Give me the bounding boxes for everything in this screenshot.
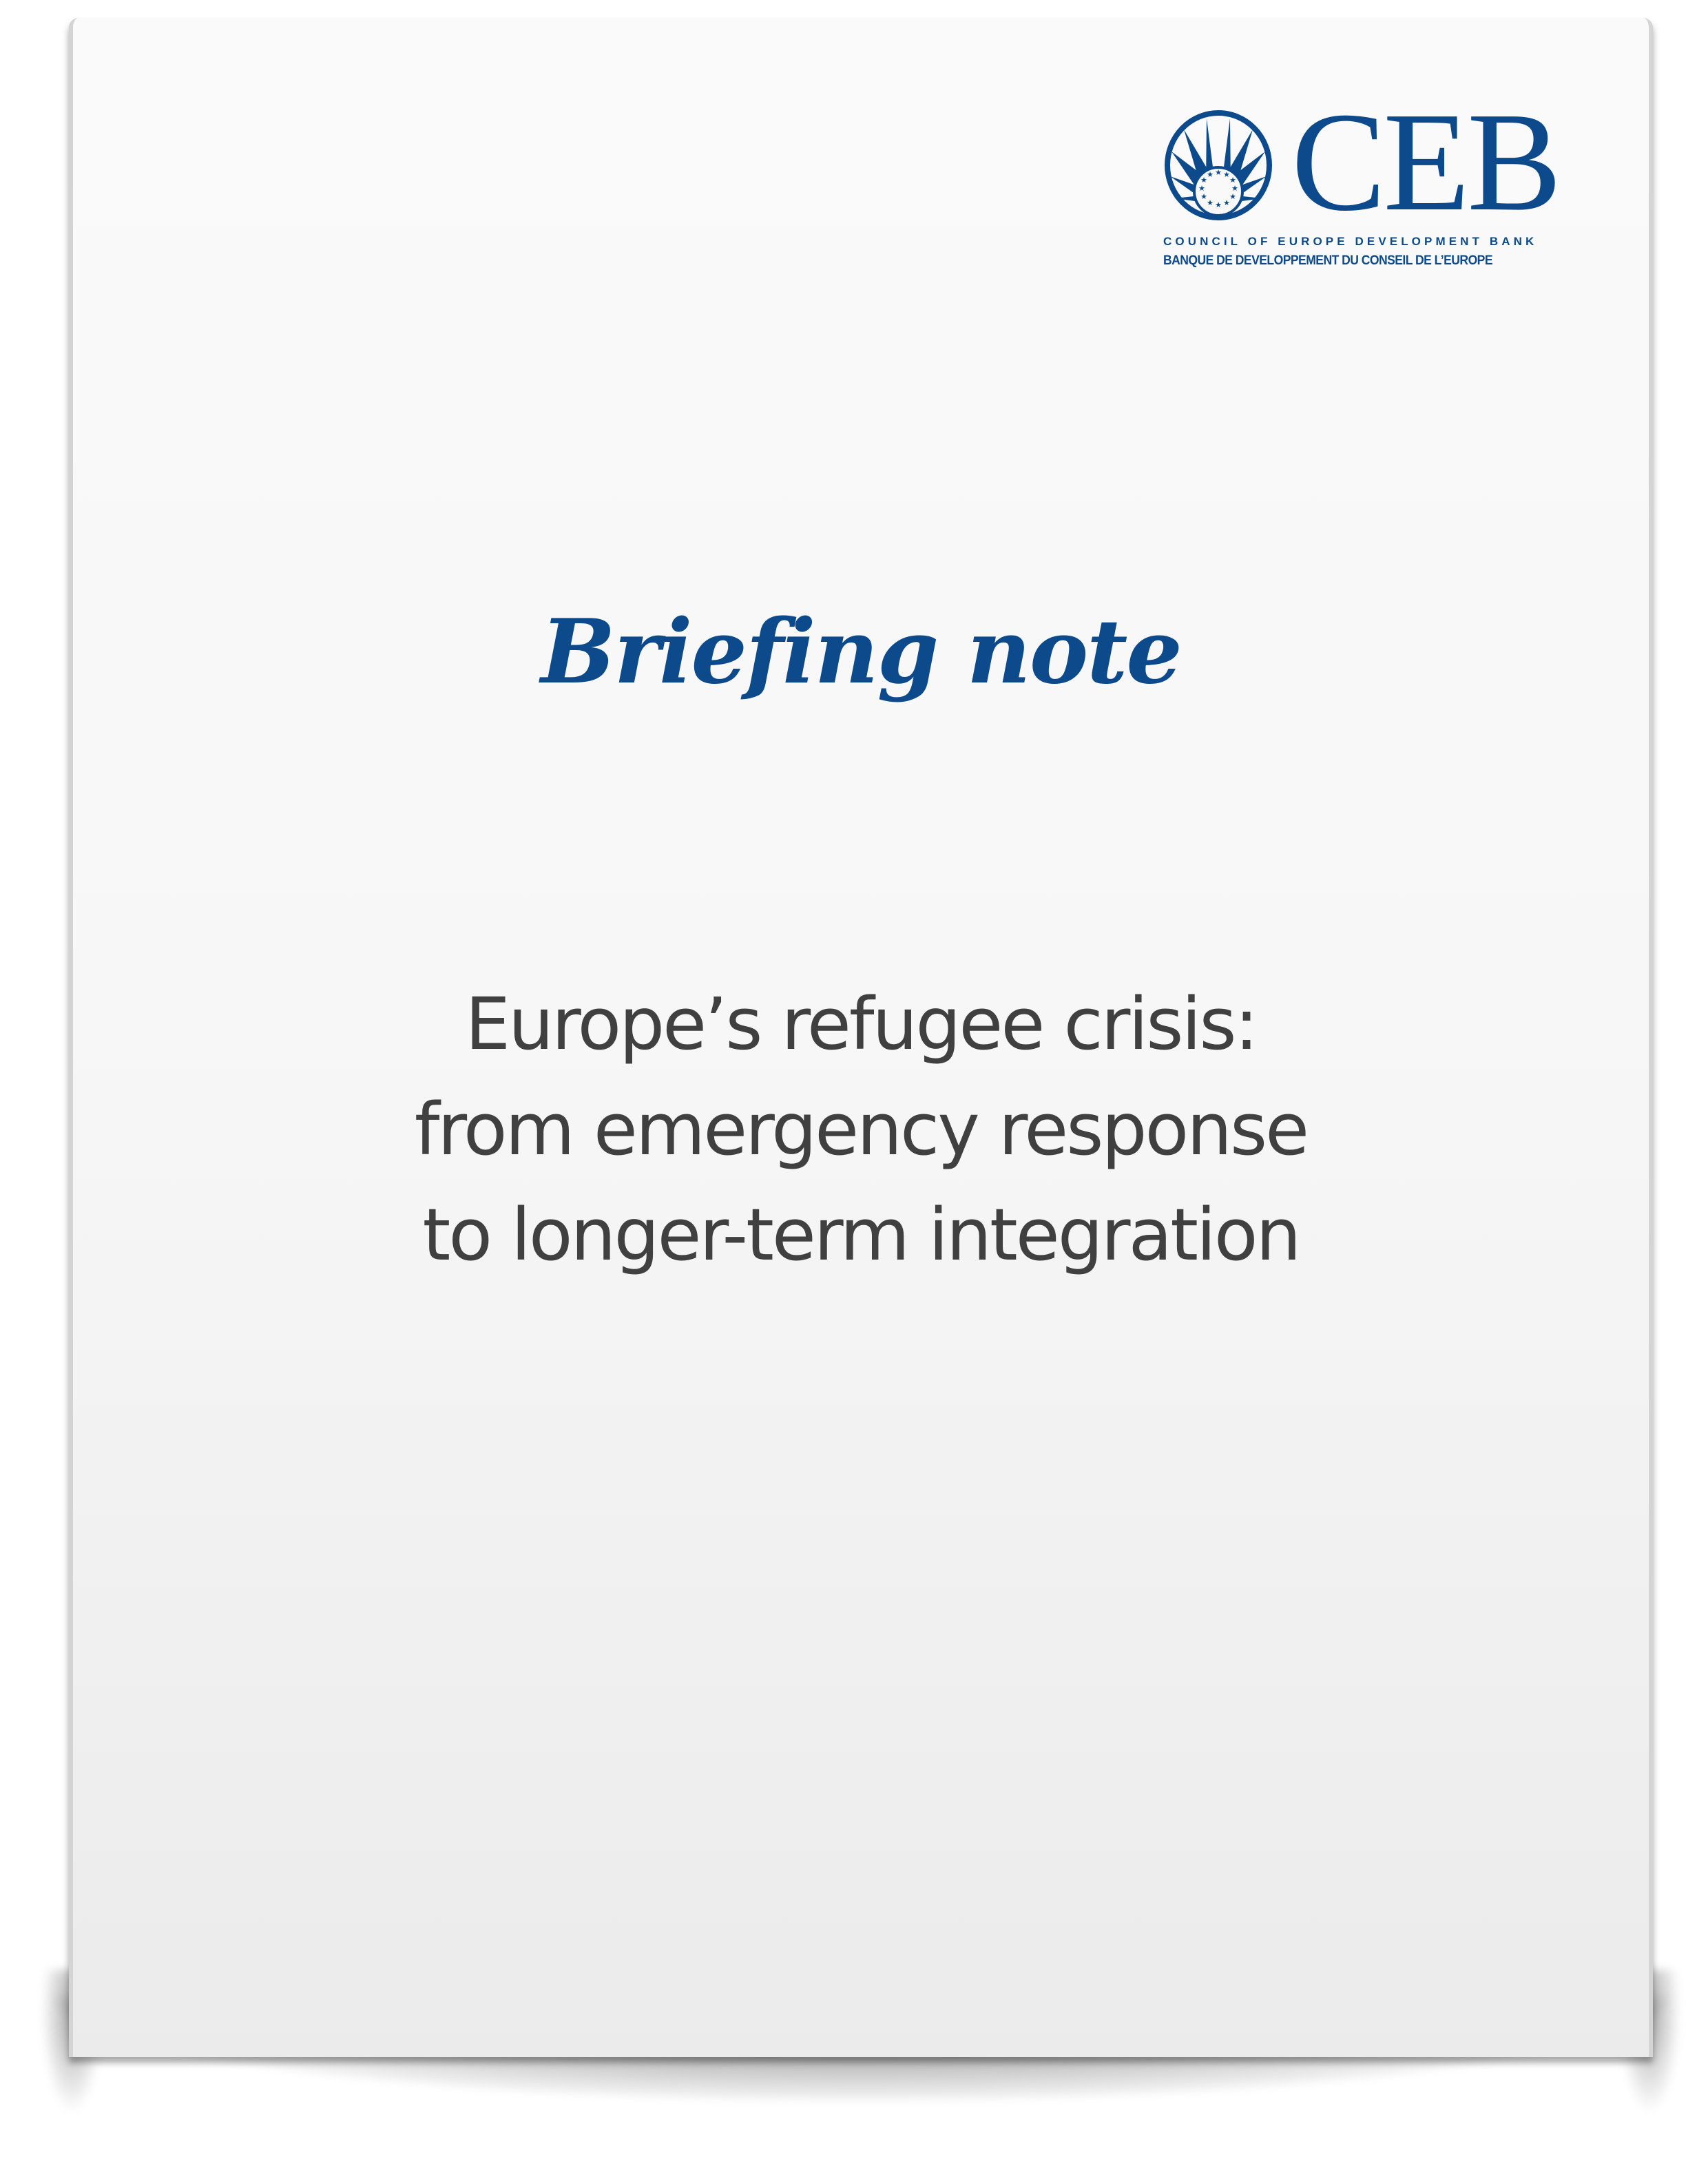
svg-text:★: ★ (1198, 184, 1205, 193)
logo-tagline-french: BANQUE DE DEVELOPPEMENT DU CONSEIL DE L’EUROPE (1163, 253, 1493, 268)
ceb-logo (1163, 83, 1576, 275)
document-type-label: Briefing note (541, 601, 1181, 704)
svg-text:★: ★ (1223, 198, 1230, 207)
svg-text:★: ★ (1223, 170, 1230, 179)
svg-text:★: ★ (1229, 176, 1236, 185)
document-title (73, 972, 1649, 1288)
svg-text:★: ★ (1215, 168, 1222, 177)
svg-text:★: ★ (1200, 192, 1207, 201)
logo-tagline-english: COUNCIL OF EUROPE DEVELOPMENT BANK (1163, 235, 1538, 248)
svg-text:★: ★ (1207, 170, 1214, 179)
svg-text:★: ★ (1229, 192, 1236, 201)
ceb-emblem-icon (1163, 110, 1273, 220)
document-cover-page (69, 18, 1653, 2057)
document-title-line: from emergency response (414, 1087, 1308, 1171)
svg-text:★: ★ (1200, 176, 1207, 185)
logo-wordmark: CEB (1291, 83, 1559, 240)
svg-text:★: ★ (1215, 200, 1222, 209)
document-title-line: Europe’s refugee crisis: (465, 982, 1257, 1066)
svg-text:★: ★ (1207, 198, 1214, 207)
svg-text:★: ★ (1231, 184, 1238, 193)
document-title-line: to longer-term integration (422, 1193, 1300, 1277)
